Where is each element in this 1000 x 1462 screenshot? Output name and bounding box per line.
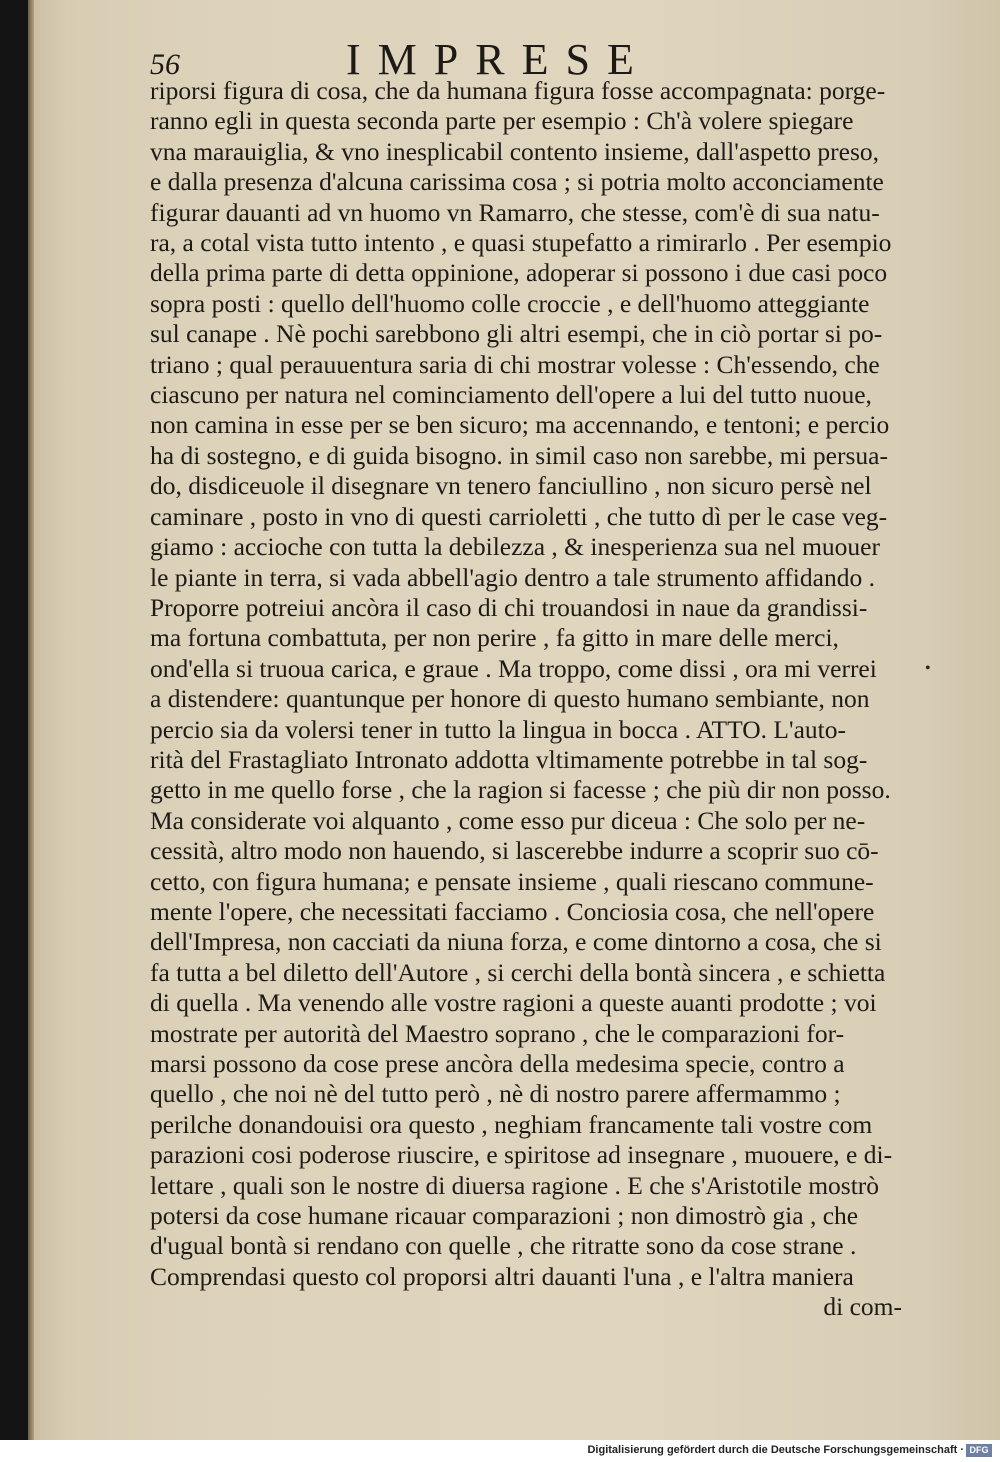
text-line: caminare , posto in vno di questi carrioletti , che tutto dì per le case veg- bbox=[150, 501, 888, 531]
text-line: e dalla presenza d'alcuna carissima cosa ; si potria molto acconciamente bbox=[150, 167, 884, 197]
text-line: ma fortuna combattuta, per non perire , fa gitto in mare delle merci, bbox=[150, 623, 839, 653]
text-line: marsi possono da cose prese ancòra della medesima specie, contro a bbox=[150, 1049, 845, 1078]
page-gutter-edge bbox=[28, 0, 34, 1440]
text-line: cetto, con figura humana; e pensate insieme , quali riescano commune- bbox=[150, 866, 874, 896]
text-line: della prima parte di detta oppinione, adoperar si possono i due casi poco bbox=[150, 258, 888, 288]
text-line: giamo : accioche con tutta la debilezza , & inesperienza sua nel muouer bbox=[150, 532, 880, 562]
text-line: potersi da cose humane ricauar comparazioni ; non dimostrò gia , che bbox=[150, 1201, 859, 1231]
text-line: Comprendasi questo col proporsi altri dauanti l'una , e l'altra maniera bbox=[150, 1261, 854, 1291]
text-line: parazioni cosi poderose riuscire, e spiritose ad insegnare , muouere, e di- bbox=[150, 1140, 893, 1170]
text-line: mente l'opere, che necessitati facciamo . Conciosia cosa, che nell'opere bbox=[150, 896, 875, 926]
margin-mark: • bbox=[925, 660, 931, 677]
text-line: di quella . Ma venendo alle vostre ragioni a queste auanti prodotte ; voi bbox=[150, 988, 877, 1018]
text-line: cessità, altro modo non hauendo, si lascerebbe indurre a scoprir suo cō- bbox=[150, 836, 879, 866]
text-line: ra, a cotal vista tutto intento , e quasi stupefatto a rimirarlo . Per esempio bbox=[150, 228, 892, 258]
text-line: rità del Frastagliato Intronato addotta vltimamente potrebbe in tal sog- bbox=[150, 744, 868, 774]
text-line: riporsi figura di cosa, che da humana figura fosse accompagnata: porge- bbox=[150, 76, 886, 105]
text-line: non camina in esse per se ben sicuro; ma accennando, e tentoni; e percio bbox=[150, 410, 890, 440]
text-line: d'ugual bontà si rendano con quelle , che ritratte sono da cose strane . bbox=[150, 1231, 857, 1261]
funding-credit: Digitalisierung gefördert durch die Deutsche Forschungsgemeinschaft · bbox=[587, 1444, 964, 1456]
body-text bbox=[150, 76, 910, 1323]
dfg-logo-icon: DFG bbox=[966, 1444, 992, 1457]
text-line: ond'ella si truoua carica, e graue . Ma troppo, come dissi , ora mi verrei bbox=[150, 653, 877, 683]
text-line: figurar dauanti ad vn huomo vn Ramarro, che stesse, com'è di sua natu- bbox=[150, 197, 880, 227]
running-head-title: IMPRESE bbox=[346, 35, 651, 84]
text-line: Ma considerate voi alquanto , come esso pur diceua : Che solo per ne- bbox=[150, 805, 866, 835]
text-line: triano ; qual perauuentura saria di chi mostrar volesse : Ch'essendo, che bbox=[150, 349, 880, 379]
footer-bar bbox=[0, 1440, 1000, 1462]
text-line: ciascuno per natura nel cominciamento dell'opere a lui del tutto nuoue, bbox=[150, 380, 872, 410]
page-number: 56 bbox=[150, 48, 180, 81]
text-line: sopra posti : quello dell'huomo colle croccie , e dell'huomo atteggiante bbox=[150, 288, 870, 318]
text-line: getto in me quello forse , che la ragion si facesse ; che più dir non posso. bbox=[150, 775, 891, 805]
text-line: mostrate per autorità del Maestro soprano , che le comparazioni for- bbox=[150, 1018, 845, 1048]
text-line: dell'Impresa, non cacciati da niuna forza, e come dintorno a cosa, che si bbox=[150, 927, 882, 957]
text-line: fa tutta a bel diletto dell'Autore , si cerchi della bontà sincera , e schietta bbox=[150, 957, 886, 987]
text-line: perilche donandouisi ora questo , neghiam francamente tali vostre com bbox=[150, 1109, 873, 1139]
text-line: lettare , quali son le nostre di diuersa ragione . E che s'Aristotile mostrò bbox=[150, 1170, 880, 1200]
text-line: quello , che noi nè del tutto però , nè di nostro parere affermammo ; bbox=[150, 1079, 841, 1109]
text-line: le piante in terra, si vada abbell'agio dentro a tale strumento affidando . bbox=[150, 562, 875, 592]
catchword: di com- bbox=[823, 1292, 902, 1322]
text-line: sul canape . Nè pochi sarebbono gli altri esempi, che in ciò portar si po- bbox=[150, 319, 883, 349]
text-line: vna marauiglia, & vno inesplicabil contento insieme, dall'aspetto preso, bbox=[150, 136, 880, 166]
text-line: a distendere: quantunque per honore di questo humano sembiante, non bbox=[150, 684, 870, 714]
text-line: do, disdiceuole il disegnare vn tenero fanciullino , non sicuro persè nel bbox=[150, 471, 872, 501]
text-line: ha di sostegno, e di guida bisogno. in simil caso non sarebbe, mi persua- bbox=[150, 440, 888, 470]
text-line: Proporre potreiui ancòra il caso di chi trouandosi in naue da grandissi- bbox=[150, 592, 868, 622]
text-line: percio sia da volersi tener in tutto la lingua in bocca . ATTO. L'auto- bbox=[150, 714, 846, 744]
text-line: ranno egli in questa seconda parte per esempio : Ch'à volere spiegare bbox=[150, 106, 854, 136]
